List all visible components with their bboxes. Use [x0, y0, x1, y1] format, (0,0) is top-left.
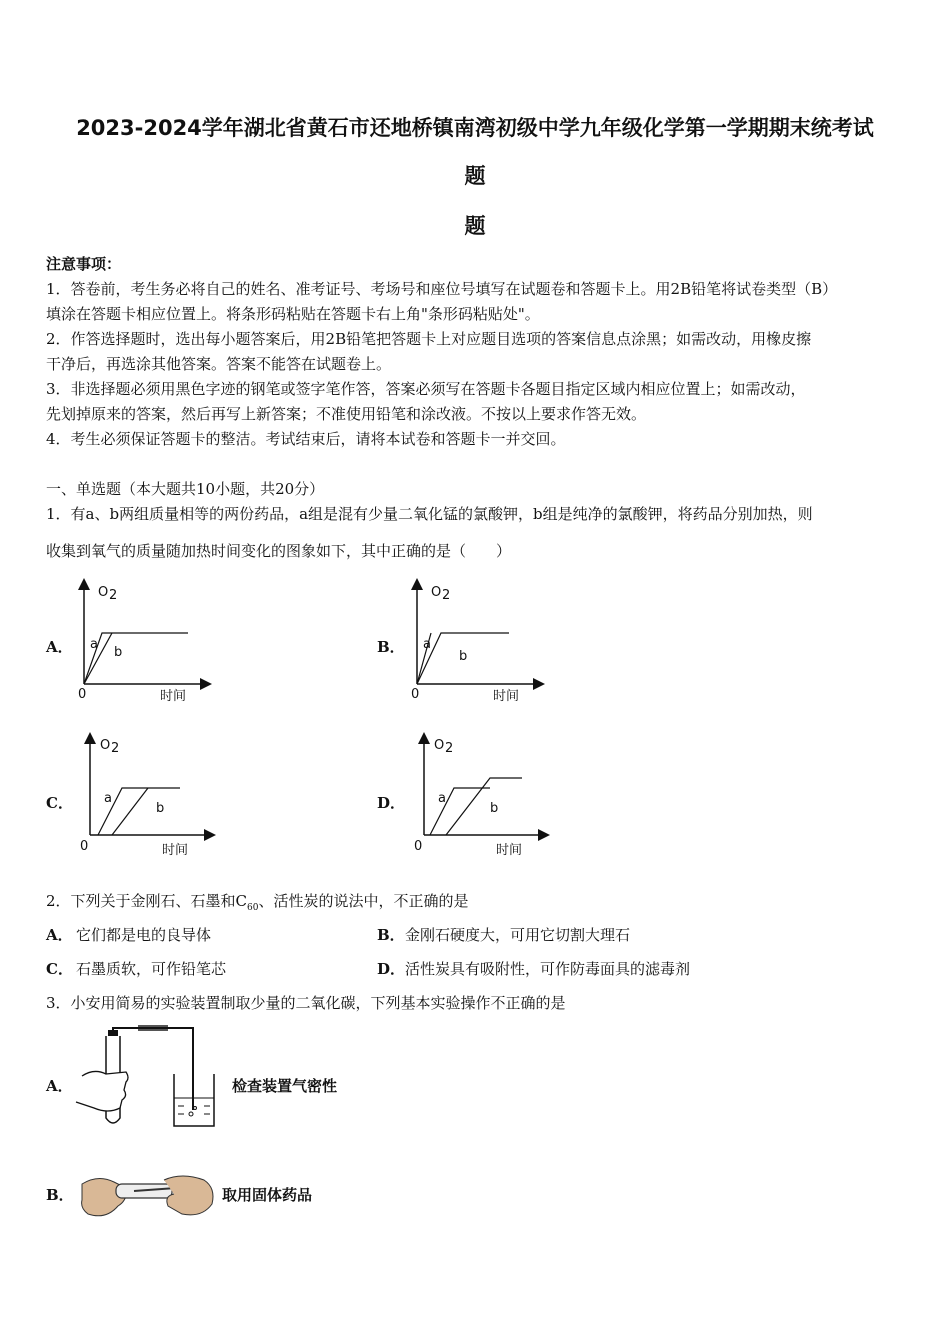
curve-a — [84, 633, 188, 684]
y-axis-label: O — [100, 738, 111, 753]
curve-b-label: b — [459, 649, 468, 664]
curve-a-label: a — [104, 791, 112, 806]
notice-heading: 注意事项： — [46, 255, 122, 273]
curve-a-label: a — [90, 637, 98, 652]
notice-item: 2．作答选择题时，选出每小题答案后，用2B铅笔把答题卡上对应题目选项的答案信息点涂黑；如需改动，用橡皮擦 — [46, 330, 812, 348]
x-axis-label: 时间 — [162, 843, 189, 858]
curve-a-label: a — [438, 791, 446, 806]
q1-stem-line1: 1．有a、b两组质量相等的两份药品，a组是混有少量二氧化锰的氯酸钾，b组是纯净的氯酸钾，将药品分别加热，则 — [46, 505, 813, 523]
y-axis-label: O — [431, 585, 442, 600]
q2-option-a-text[interactable]: 它们都是电的良导体 — [76, 926, 212, 944]
q1-option-a-label: A． — [46, 638, 73, 656]
q3-option-b-text[interactable]: 取用固体药品 — [222, 1186, 313, 1204]
curve-b-label: b — [114, 645, 123, 660]
q3-option-b-label: B． — [46, 1186, 74, 1204]
notice-item: 填涂在答题卡相应位置上。将条形码粘贴在答题卡右上角"条形码粘贴处"。 — [46, 305, 540, 323]
q1-option-b-label: B． — [377, 638, 405, 656]
q2-stem-post: 、活性炭的说法中，不正确的是 — [258, 892, 469, 910]
y-axis-label-sub: 2 — [109, 588, 118, 603]
x-axis-label: 时间 — [496, 843, 523, 858]
q3-option-a-label: A． — [46, 1077, 73, 1095]
y-axis-label-sub: 2 — [445, 741, 454, 756]
solid-reagent-illustration[interactable] — [78, 1170, 218, 1230]
curve-b-label: b — [490, 801, 499, 816]
q2-option-d-label: D． — [377, 960, 406, 978]
y-axis-label-sub: 2 — [442, 588, 451, 603]
curve-a-label: a — [423, 637, 431, 652]
q3-stem: 3．小安用简易的实验装置制取少量的二氧化碳，下列基本实验操作不正确的是 — [46, 994, 566, 1012]
q2-option-b-label: B． — [377, 926, 405, 944]
notice-item: 干净后，再选涂其他答案。答案不能答在试题卷上。 — [46, 355, 392, 373]
q3-option-a-text[interactable]: 检查装置气密性 — [232, 1077, 338, 1095]
q1-graph-b[interactable] — [405, 580, 545, 709]
notice-item: 3．非选择题必须用黑色字迹的钢笔或签字笔作答，答案必须写在答题卡各题目指定区域内相应位置上；如需改动， — [46, 380, 806, 398]
q2-stem-pre: 2．下列关于金刚石、石墨和C — [46, 892, 248, 910]
q2-option-c-label: C． — [46, 960, 73, 978]
airtight-check-illustration[interactable] — [68, 1022, 228, 1138]
q1-option-d-label: D． — [377, 794, 406, 812]
origin-label: 0 — [414, 839, 423, 854]
y-axis-label: O — [98, 585, 109, 600]
curve-b — [446, 778, 522, 835]
exam-title-line2: 题 — [464, 164, 486, 188]
y-axis-label-sub: 2 — [111, 741, 120, 756]
q2-option-b-text[interactable]: 金刚石硬度大，可用它切割大理石 — [405, 926, 631, 944]
origin-label: 0 — [78, 687, 87, 702]
x-axis-label: 时间 — [160, 689, 187, 704]
origin-label: 0 — [80, 839, 89, 854]
y-axis-label: O — [434, 738, 445, 753]
q2-option-d-text[interactable]: 活性炭具有吸附性，可作防毒面具的滤毒剂 — [405, 960, 691, 978]
curve-b — [112, 788, 148, 835]
q1-stem-line2: 收集到氧气的质量随加热时间变化的图象如下，其中正确的是（ ） — [46, 542, 512, 560]
q2-stem — [46, 890, 906, 913]
origin-label: 0 — [411, 687, 420, 702]
notice-item: 先划掉原来的答案，然后再写上新答案；不准使用铅笔和涂改液。不按以上要求作答无效。 — [46, 405, 647, 423]
x-axis-label: 时间 — [493, 689, 520, 704]
exam-title-line3: 题 — [464, 214, 486, 238]
q1-graph-d[interactable] — [410, 734, 550, 863]
q1-graph-c[interactable] — [76, 734, 216, 863]
q2-stem-sub: 60 — [247, 903, 259, 913]
q2-option-a-label: A． — [46, 926, 73, 944]
exam-title-line1: 2023-2024学年湖北省黄石市还地桥镇南湾初级中学九年级化学第一学期期末统考试 — [76, 116, 874, 140]
section-heading: 一、单选题（本大题共10小题，共20分） — [46, 480, 325, 498]
q1-option-c-label: C． — [46, 794, 73, 812]
notice-item: 4．考生必须保证答题卡的整洁。考试结束后，请将本试卷和答题卡一并交回。 — [46, 430, 566, 448]
curve-b-label: b — [156, 801, 165, 816]
notice-item: 1．答卷前，考生务必将自己的姓名、准考证号、考场号和座位号填写在试题卷和答题卡上。用2B铅笔将试卷类型（B） — [46, 280, 838, 298]
q1-graph-a[interactable] — [72, 580, 212, 709]
curve-b — [84, 633, 112, 684]
q2-option-c-text[interactable]: 石墨质软，可作铅笔芯 — [76, 960, 227, 978]
